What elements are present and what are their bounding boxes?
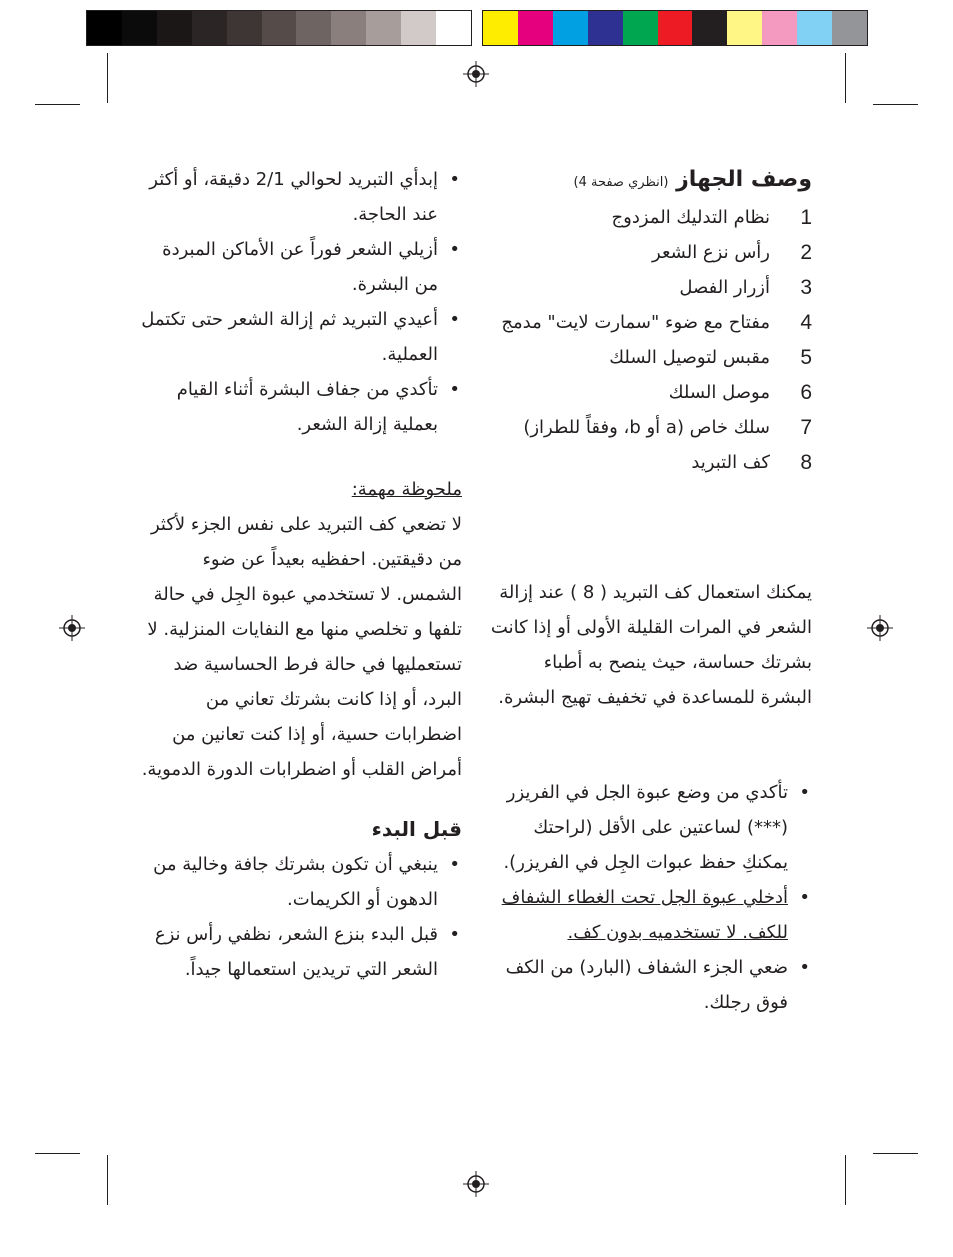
color-swatch	[727, 11, 762, 45]
color-swatch	[797, 11, 832, 45]
cooling-instructions-column	[140, 162, 462, 987]
color-swatch	[192, 11, 227, 45]
list-item: • أدخلي عبوة الجل تحت الغطاء الشفاف للكف. لا تستخدميه بدون كف.	[490, 880, 812, 950]
color-swatch	[658, 11, 693, 45]
crop-mark	[845, 53, 846, 103]
important-note-body: لا تضعي كف التبريد على نفس الجزء لأكثر من دقيقتين. احفظيه بعيداً عن ضوء الشمس. لا تستخدمي عبوة الجِل في حالة تلفها و تخلصي منها مع النفايات المنزلية. لا تستعمليها في حالة فرط الحساسية ضد البرد، أو إذا كانت بشرتك تعاني من اضطرابات حسية، أو إذا كنت تعانين من أمراض القلب أو اضطرابات الدورة الدموية.	[141, 514, 462, 780]
color-swatch	[157, 11, 192, 45]
registration-mark-icon	[463, 61, 489, 87]
color-swatch	[227, 11, 262, 45]
parts-list-item: 7 سلك خاص (a أو b، وفقاً للطراز)	[523, 416, 812, 439]
parts-list	[490, 200, 812, 480]
list-item: • تأكدي من وضع عبوة الجل في الفريزر (***) لساعتين على الأقل (لراحتك يمكنكِ حفظ عبوات الجِل في الفريزر).	[490, 775, 812, 880]
crop-mark	[35, 1153, 80, 1154]
cooling-steps-list	[490, 775, 812, 1020]
list-item: • أزيلي الشعر فوراً عن الأماكن المبردة من البشرة.	[140, 232, 462, 302]
crop-mark	[873, 104, 918, 105]
list-item: • تأكدي من جفاف البشرة أثناء القيام بعملية إزالة الشعر.	[140, 372, 462, 442]
list-item: • أعيدي التبريد ثم إزالة الشعر حتى تكتمل العملية.	[140, 302, 462, 372]
list-item: • قبل البدء بنزع الشعر، نظفي رأس نزع الشعر التي تريدين استعمالها جيداً.	[140, 917, 462, 987]
before-start-heading: قبل البدء	[371, 817, 462, 841]
parts-list-item: 1 نظام التدليك المزدوج	[611, 206, 812, 229]
color-swatch	[87, 11, 122, 45]
color-swatch	[623, 11, 658, 45]
crop-mark	[107, 53, 108, 103]
cooling-steps-list-continued	[140, 162, 462, 442]
crop-mark	[107, 1155, 108, 1205]
important-note-title: ملحوظة مهمة:	[351, 479, 462, 500]
grayscale-calibration-bar	[86, 10, 472, 46]
color-swatch	[832, 11, 867, 45]
color-swatch	[122, 11, 157, 45]
device-description-column	[490, 162, 812, 1020]
color-swatch	[436, 11, 471, 45]
section-heading	[490, 162, 812, 200]
list-item: • ينبغي أن تكون بشرتك جافة وخالية من الدهون أو الكريمات.	[140, 847, 462, 917]
color-calibration-bar	[482, 10, 868, 46]
registration-mark-icon	[463, 1171, 489, 1197]
color-swatch	[588, 11, 623, 45]
color-swatch	[692, 11, 727, 45]
color-swatch	[366, 11, 401, 45]
parts-list-item: 3 أزرار الفصل	[679, 276, 812, 299]
registration-mark-icon	[867, 615, 893, 641]
cooling-glove-intro: يمكنك استعمال كف التبريد ( 8 ) عند إزالة الشعر في المرات القليلة الأولى أو إذا كانت بشرتك حساسة، حيث ينصح به أطباء البشرة للمساعدة في تخفيف تهيج البشرة.	[490, 582, 812, 708]
color-swatch	[401, 11, 436, 45]
color-swatch	[553, 11, 588, 45]
parts-list-item: 6 موصل السلك	[668, 381, 812, 404]
parts-list-item: 2 رأس نزع الشعر	[652, 241, 812, 264]
color-swatch	[331, 11, 366, 45]
color-swatch	[296, 11, 331, 45]
parts-list-item: 4 مفتاح مع ضوء "سمارت لايت" مدمج	[501, 311, 812, 334]
crop-mark	[873, 1153, 918, 1154]
before-start-list	[140, 847, 462, 987]
heading-text: وصف الجهاز	[676, 167, 812, 192]
color-swatch	[518, 11, 553, 45]
registration-mark-icon	[59, 615, 85, 641]
crop-mark	[35, 104, 80, 105]
parts-list-item: 5 مقبس لتوصيل السلك	[609, 346, 812, 369]
list-item: • إبدأي التبريد لحوالي 2/1 دقيقة، أو أكثر عند الحاجة.	[140, 162, 462, 232]
color-swatch	[262, 11, 297, 45]
crop-mark	[845, 1155, 846, 1205]
color-swatch	[762, 11, 797, 45]
heading-page-ref: (انظري صفحة 4)	[573, 175, 669, 190]
parts-list-item: 8 كف التبريد	[691, 451, 812, 474]
list-item: • ضعي الجزء الشفاف (البارد) من الكف فوق رجلك.	[490, 950, 812, 1020]
color-swatch	[483, 11, 518, 45]
